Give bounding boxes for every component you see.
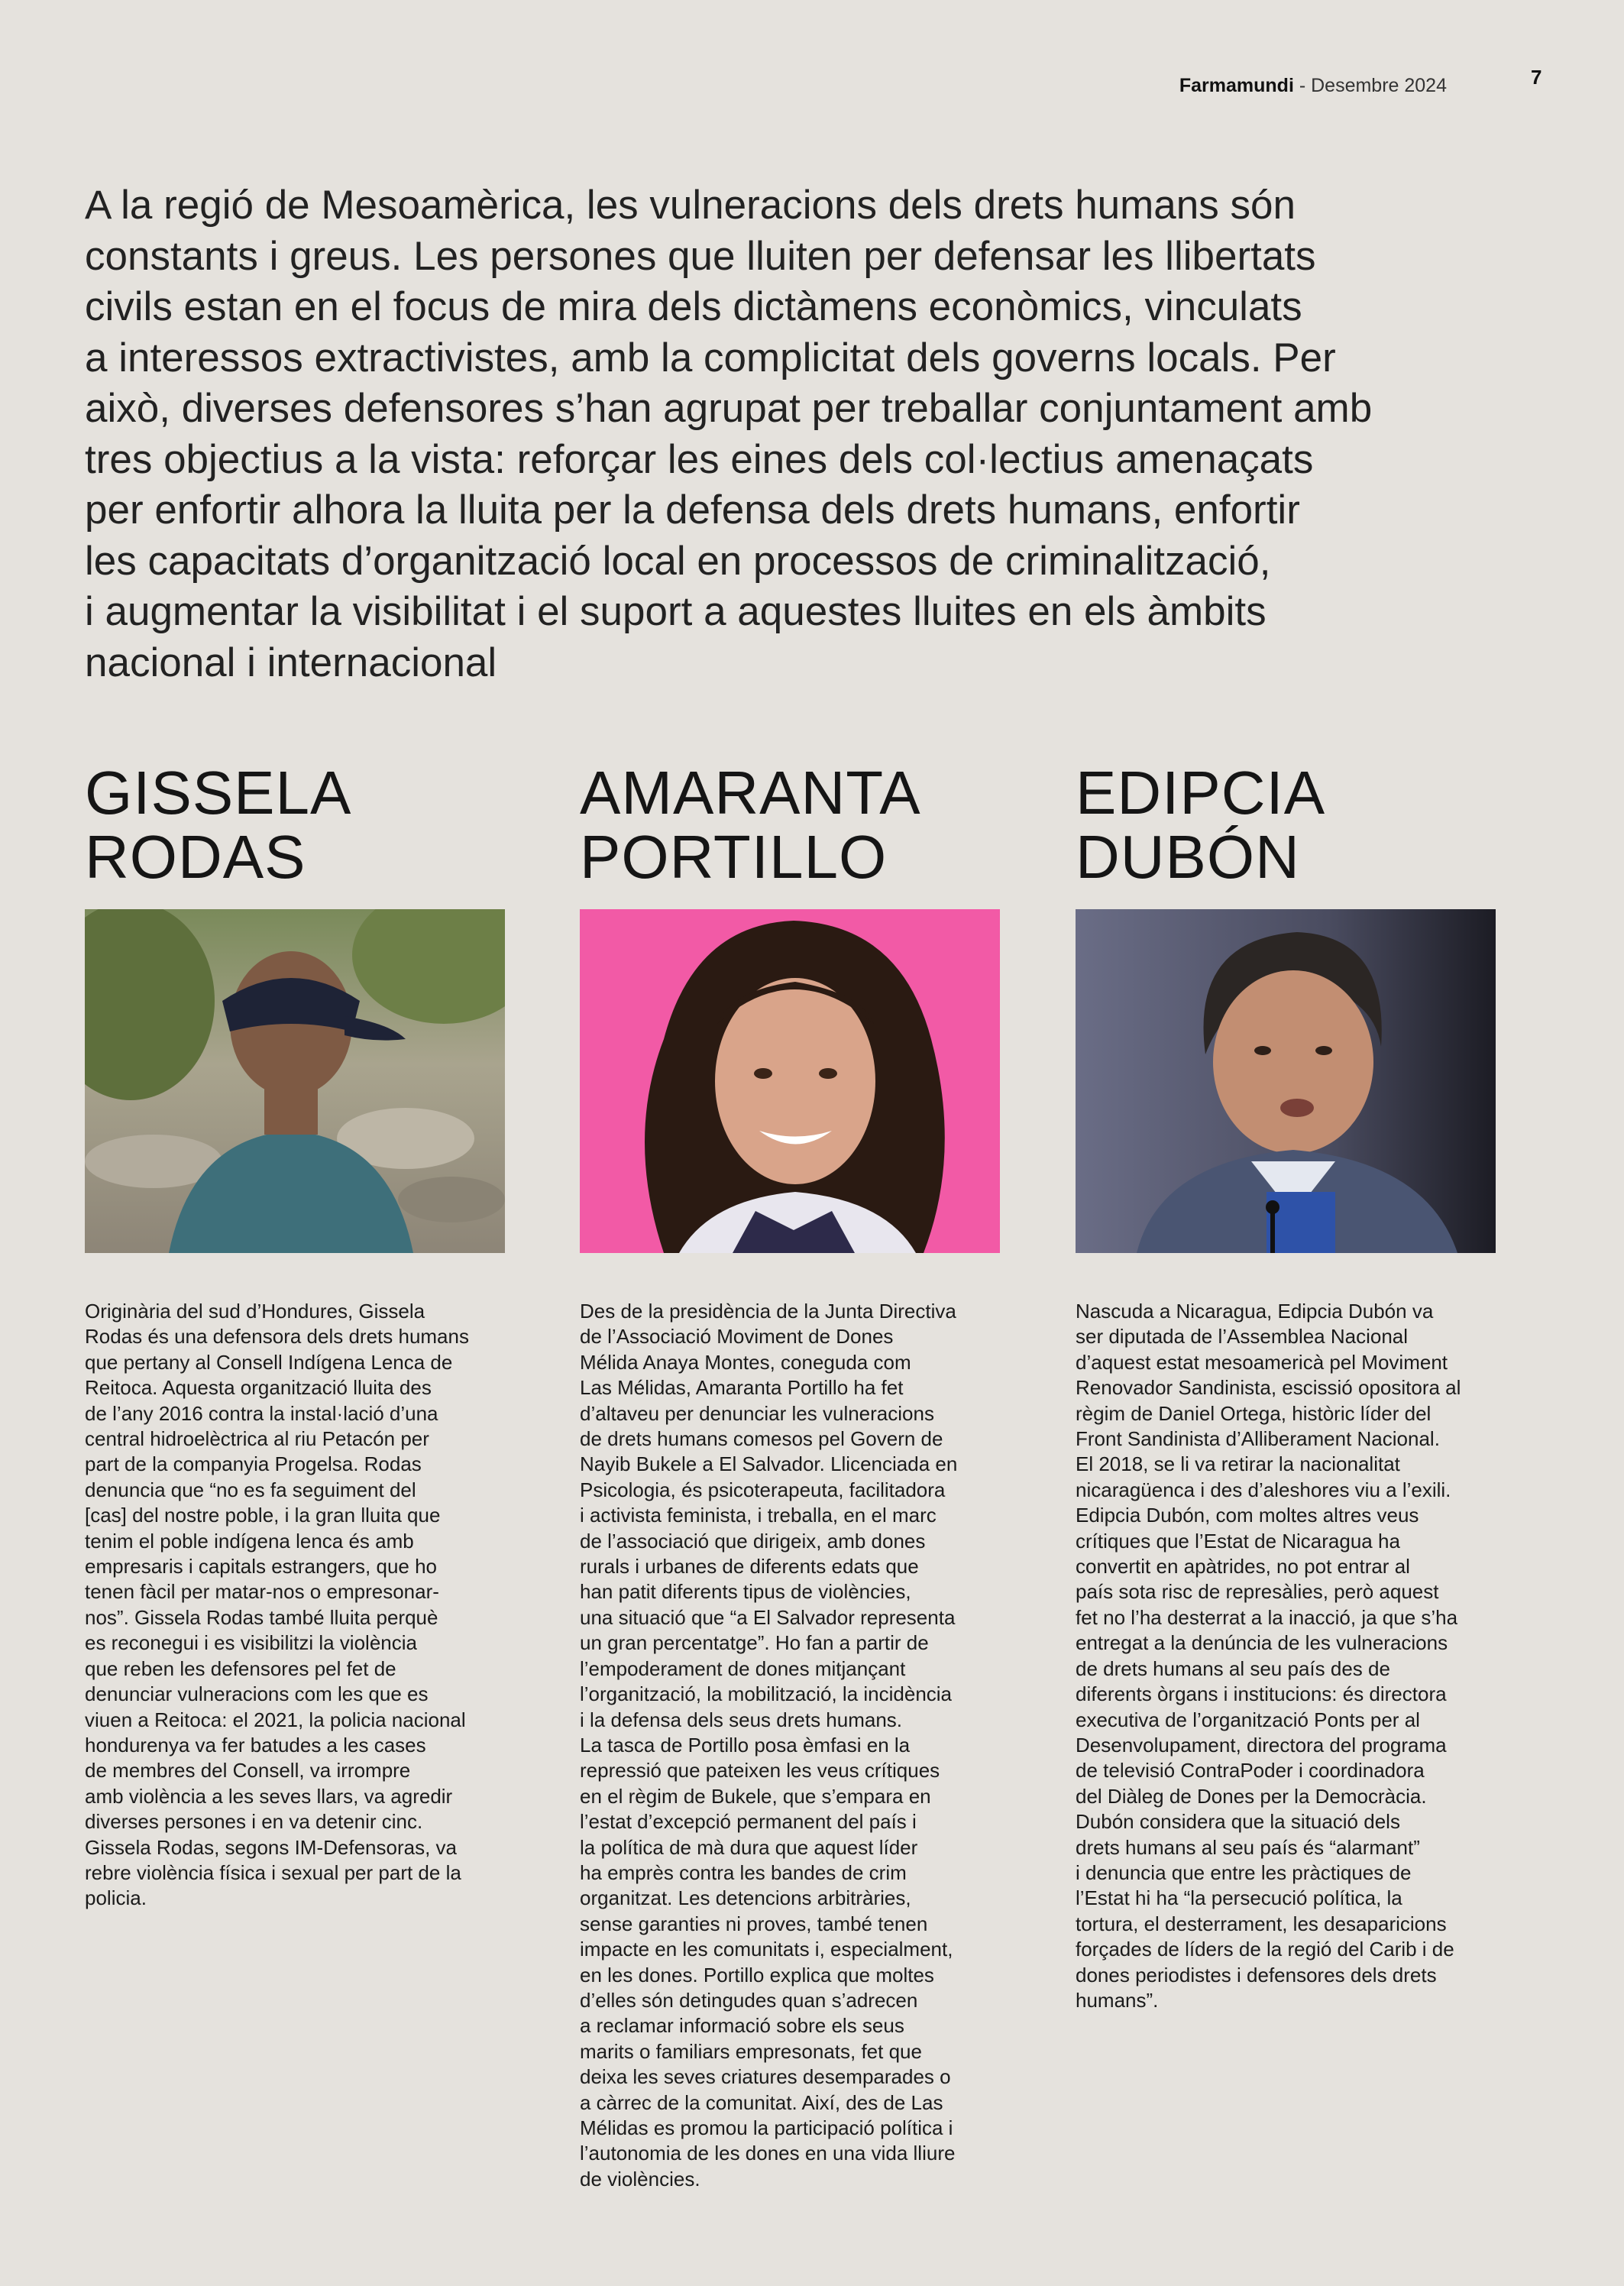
bio-line: Rodas és una defensora dels drets humans — [85, 1325, 469, 1349]
profile-name — [85, 761, 513, 891]
bio-line: policia. — [85, 1886, 147, 1910]
bio-line: deixa les seves criatures desemparades o — [580, 2065, 951, 2089]
intro-line: per enfortir alhora la lluita per la defensa dels drets humans, enfortir — [85, 487, 1300, 533]
bio-line: de violències. — [580, 2167, 700, 2190]
bio-line: a càrrec de la comunitat. Així, des de Las — [580, 2090, 943, 2114]
bio-line: país sota risc de represàlies, però aquest — [1076, 1580, 1439, 1604]
bio-line: en les dones. Portillo explica que moltes — [580, 1963, 934, 1986]
bio-line: drets humans al seu país és “alarmant” — [1076, 1835, 1420, 1859]
bio-line: empresaris i capitals estrangers, que ho — [85, 1555, 438, 1579]
portrait-photo — [85, 909, 505, 1253]
bio-line: viuen a Reitoca: el 2021, la policia nacional — [85, 1708, 466, 1731]
page-number: 7 — [1531, 66, 1542, 89]
bio-line: [cas] del nostre poble, i la gran lluita que — [85, 1504, 441, 1527]
bio-line: han patit diferents tipus de violències, — [580, 1580, 911, 1604]
bio-line: d’altaveu per denunciar les vulneracions — [580, 1401, 934, 1425]
intro-line: tres objectius a la vista: reforçar les eines dels col·lectius amenaçats — [85, 436, 1314, 482]
bio-line: humans”. — [1076, 1988, 1159, 2012]
intro-line: a interessos extractivistes, amb la complicitat dels governs locals. Per — [85, 335, 1336, 380]
bio-line: Las Mélidas, Amaranta Portillo ha fet — [580, 1376, 904, 1400]
profile-name-line: GISSELA — [85, 759, 352, 827]
bio-line: Dubón considera que la situació dels — [1076, 1810, 1400, 1834]
profile-bio — [580, 1299, 1008, 2192]
bio-line: dones periodistes i defensores dels drets — [1076, 1963, 1437, 1986]
profile-name — [580, 761, 1008, 891]
profile-edipcia-dubon — [1076, 759, 1503, 2012]
profile-name-line: AMARANTA — [580, 759, 921, 827]
bio-line: i activista feminista, i treballa, en el marc — [580, 1504, 937, 1527]
intro-line: i augmentar la visibilitat i el suport a aquestes lluites en els àmbits — [85, 589, 1267, 634]
bio-line: marits o familiars empresonats, fet que — [580, 2039, 922, 2063]
bio-line: l’autonomia de les dones en una vida lliure — [580, 2142, 956, 2165]
bio-line: diferents òrgans i institucions: és directora — [1076, 1682, 1447, 1706]
bio-line: Nayib Bukele a El Salvador. Llicenciada en — [580, 1452, 958, 1476]
bio-line: nos”. Gissela Rodas també lluita perquè — [85, 1605, 438, 1629]
intro-line: això, diverses defensores s’han agrupat per treballar conjuntament amb — [85, 386, 1373, 431]
bio-line: tenim el poble indígena lenca és amb — [85, 1529, 414, 1553]
profile-name-line: EDIPCIA — [1076, 759, 1326, 827]
profile-name — [1076, 761, 1503, 891]
bio-line: denunciar vulneracions com les que es — [85, 1682, 429, 1706]
intro-line: civils estan en el focus de mira dels dictàmens econòmics, vinculats — [85, 284, 1302, 329]
profile-name-line: RODAS — [85, 823, 306, 891]
bio-line: rebre violència física i sexual per part de la — [85, 1860, 461, 1884]
bio-line: en el règim de Bukele, que s’empara en — [580, 1784, 931, 1808]
bio-line: amb violència a les seves llars, va agredir — [85, 1784, 453, 1808]
bio-line: central hidroelèctrica al riu Petacón per — [85, 1427, 429, 1451]
intro-line: nacional i internacional — [85, 639, 497, 685]
bio-line: un gran percentatge”. Ho fan a partir de — [580, 1631, 929, 1655]
bio-line: règim de Daniel Ortega, històric líder del — [1076, 1401, 1432, 1425]
profile-bio — [1076, 1299, 1503, 2013]
profile-gissela-rodas — [85, 759, 513, 1910]
profile-amaranta-portillo — [580, 759, 1008, 2190]
bio-line: convertit en apàtrides, no pot entrar al — [1076, 1555, 1410, 1579]
bio-line: una situació que “a El Salvador representa — [580, 1605, 956, 1629]
bio-line: l’empoderament de dones mitjançant — [580, 1656, 906, 1680]
intro-line: A la regió de Mesoamèrica, les vulneracions dels drets humans són — [85, 183, 1296, 228]
profile-name-line: DUBÓN — [1076, 823, 1300, 891]
bio-line: de drets humans comesos pel Govern de — [580, 1427, 943, 1451]
bio-line: tenen fàcil per matar-nos o empresonar- — [85, 1580, 439, 1604]
bio-line: l’estat d’excepció permanent del país i — [580, 1810, 917, 1834]
bio-line: entregat a la denúncia de les vulneracions — [1076, 1631, 1448, 1655]
bio-line: es reconegui i es visibilitzi la violència — [85, 1631, 417, 1655]
bio-line: diverses persones i en va detenir cinc. — [85, 1810, 423, 1834]
bio-line: Des de la presidència de la Junta Directiva — [580, 1300, 956, 1323]
bio-line: Nascuda a Nicaragua, Edipcia Dubón va — [1076, 1300, 1434, 1323]
bio-line: de l’Associació Moviment de Dones — [580, 1325, 894, 1349]
bio-line: crítiques que l’Estat de Nicaragua ha — [1076, 1529, 1400, 1553]
bio-line: Reitoca. Aquesta organització lluita des — [85, 1376, 432, 1400]
issue-date: - Desembre 2024 — [1293, 75, 1447, 96]
bio-line: l’organització, la mobilització, la incidència — [580, 1682, 953, 1706]
bio-line: La tasca de Portillo posa èmfasi en la — [580, 1733, 911, 1757]
bio-line: nicaragüenca i des d’aleshores viu a l’exili. — [1076, 1478, 1451, 1501]
bio-line: que reben les defensores pel fet de — [85, 1656, 396, 1680]
bio-line: d’aquest estat mesoamericà pel Moviment — [1076, 1350, 1448, 1374]
bio-line: denuncia que “no es fa seguiment del — [85, 1478, 416, 1501]
running-header — [1179, 75, 1447, 97]
bio-line: de drets humans al seu país des de — [1076, 1656, 1390, 1680]
bio-line: sense garanties ni proves, també tenen — [580, 1912, 928, 1935]
bio-line: repressió que pateixen les veus crítiques — [580, 1759, 940, 1782]
bio-line: forçades de líders de la regió del Carib i de — [1076, 1938, 1454, 1961]
bio-line: la política de mà dura que aquest líder — [580, 1835, 918, 1859]
bio-line: Originària del sud d’Hondures, Gissela — [85, 1300, 425, 1323]
bio-line: hondurenya va fer batudes a les cases — [85, 1733, 426, 1757]
bio-line: i la defensa dels seus drets humans. — [580, 1708, 903, 1731]
bio-line: d’elles són detingudes quan s’adrecen — [580, 1988, 918, 2012]
bio-line: Front Sandinista d’Alliberament Nacional. — [1076, 1427, 1440, 1451]
bio-line: organitzat. Les detencions arbitràries, — [580, 1886, 911, 1910]
bio-line: ha emprès contra les bandes de crim — [580, 1860, 907, 1884]
portrait-photo — [1076, 909, 1496, 1253]
intro-line: constants i greus. Les persones que lluiten per defensar les llibertats — [85, 233, 1316, 279]
bio-line: impacte en les comunitats i, especialment, — [580, 1938, 953, 1961]
bio-line: de televisió ContraPoder i coordinadora — [1076, 1759, 1425, 1782]
bio-line: Mélidas es promou la participació política i — [580, 2116, 953, 2139]
publication-name: Farmamundi — [1179, 75, 1294, 96]
intro-paragraph — [85, 180, 1567, 688]
bio-line: Renovador Sandinista, escissió opositora al — [1076, 1376, 1461, 1400]
bio-line: de l’associació que dirigeix, amb dones — [580, 1529, 926, 1553]
bio-line: El 2018, se li va retirar la nacionalitat — [1076, 1452, 1400, 1476]
profile-bio — [85, 1299, 513, 1912]
bio-line: de l’any 2016 contra la instal·lació d’una — [85, 1401, 438, 1425]
bio-line: i denuncia que entre les pràctiques de — [1076, 1860, 1412, 1884]
bio-line: executiva de l’organització Ponts per al — [1076, 1708, 1420, 1731]
bio-line: rurals i urbanes de diferents edats que — [580, 1555, 919, 1579]
bio-line: que pertany al Consell Indígena Lenca de — [85, 1350, 453, 1374]
intro-line: les capacitats d’organització local en processos de criminalització, — [85, 538, 1271, 584]
bio-line: Gissela Rodas, segons IM-Defensoras, va — [85, 1835, 457, 1859]
portrait-photo — [580, 909, 1000, 1253]
bio-line: l’Estat hi ha “la persecució política, la — [1076, 1886, 1402, 1910]
bio-line: part de la companyia Progelsa. Rodas — [85, 1452, 422, 1476]
bio-line: del Diàleg de Dones per la Democràcia. — [1076, 1784, 1427, 1808]
bio-line: Desenvolupament, directora del programa — [1076, 1733, 1447, 1757]
bio-line: fet no l’ha desterrat a la inacció, ja que s’ha — [1076, 1605, 1458, 1629]
bio-line: Psicologia, és psicoterapeuta, facilitadora — [580, 1478, 946, 1501]
bio-line: Edipcia Dubón, com moltes altres veus — [1076, 1504, 1419, 1527]
bio-line: tortura, el desterrament, les desaparicions — [1076, 1912, 1447, 1935]
bio-line: de membres del Consell, va irrompre — [85, 1759, 411, 1782]
profile-name-line: PORTILLO — [580, 823, 888, 891]
bio-line: ser diputada de l’Assemblea Nacional — [1076, 1325, 1409, 1349]
bio-line: Mélida Anaya Montes, coneguda com — [580, 1350, 911, 1374]
bio-line: a reclamar informació sobre els seus — [580, 2014, 904, 2038]
